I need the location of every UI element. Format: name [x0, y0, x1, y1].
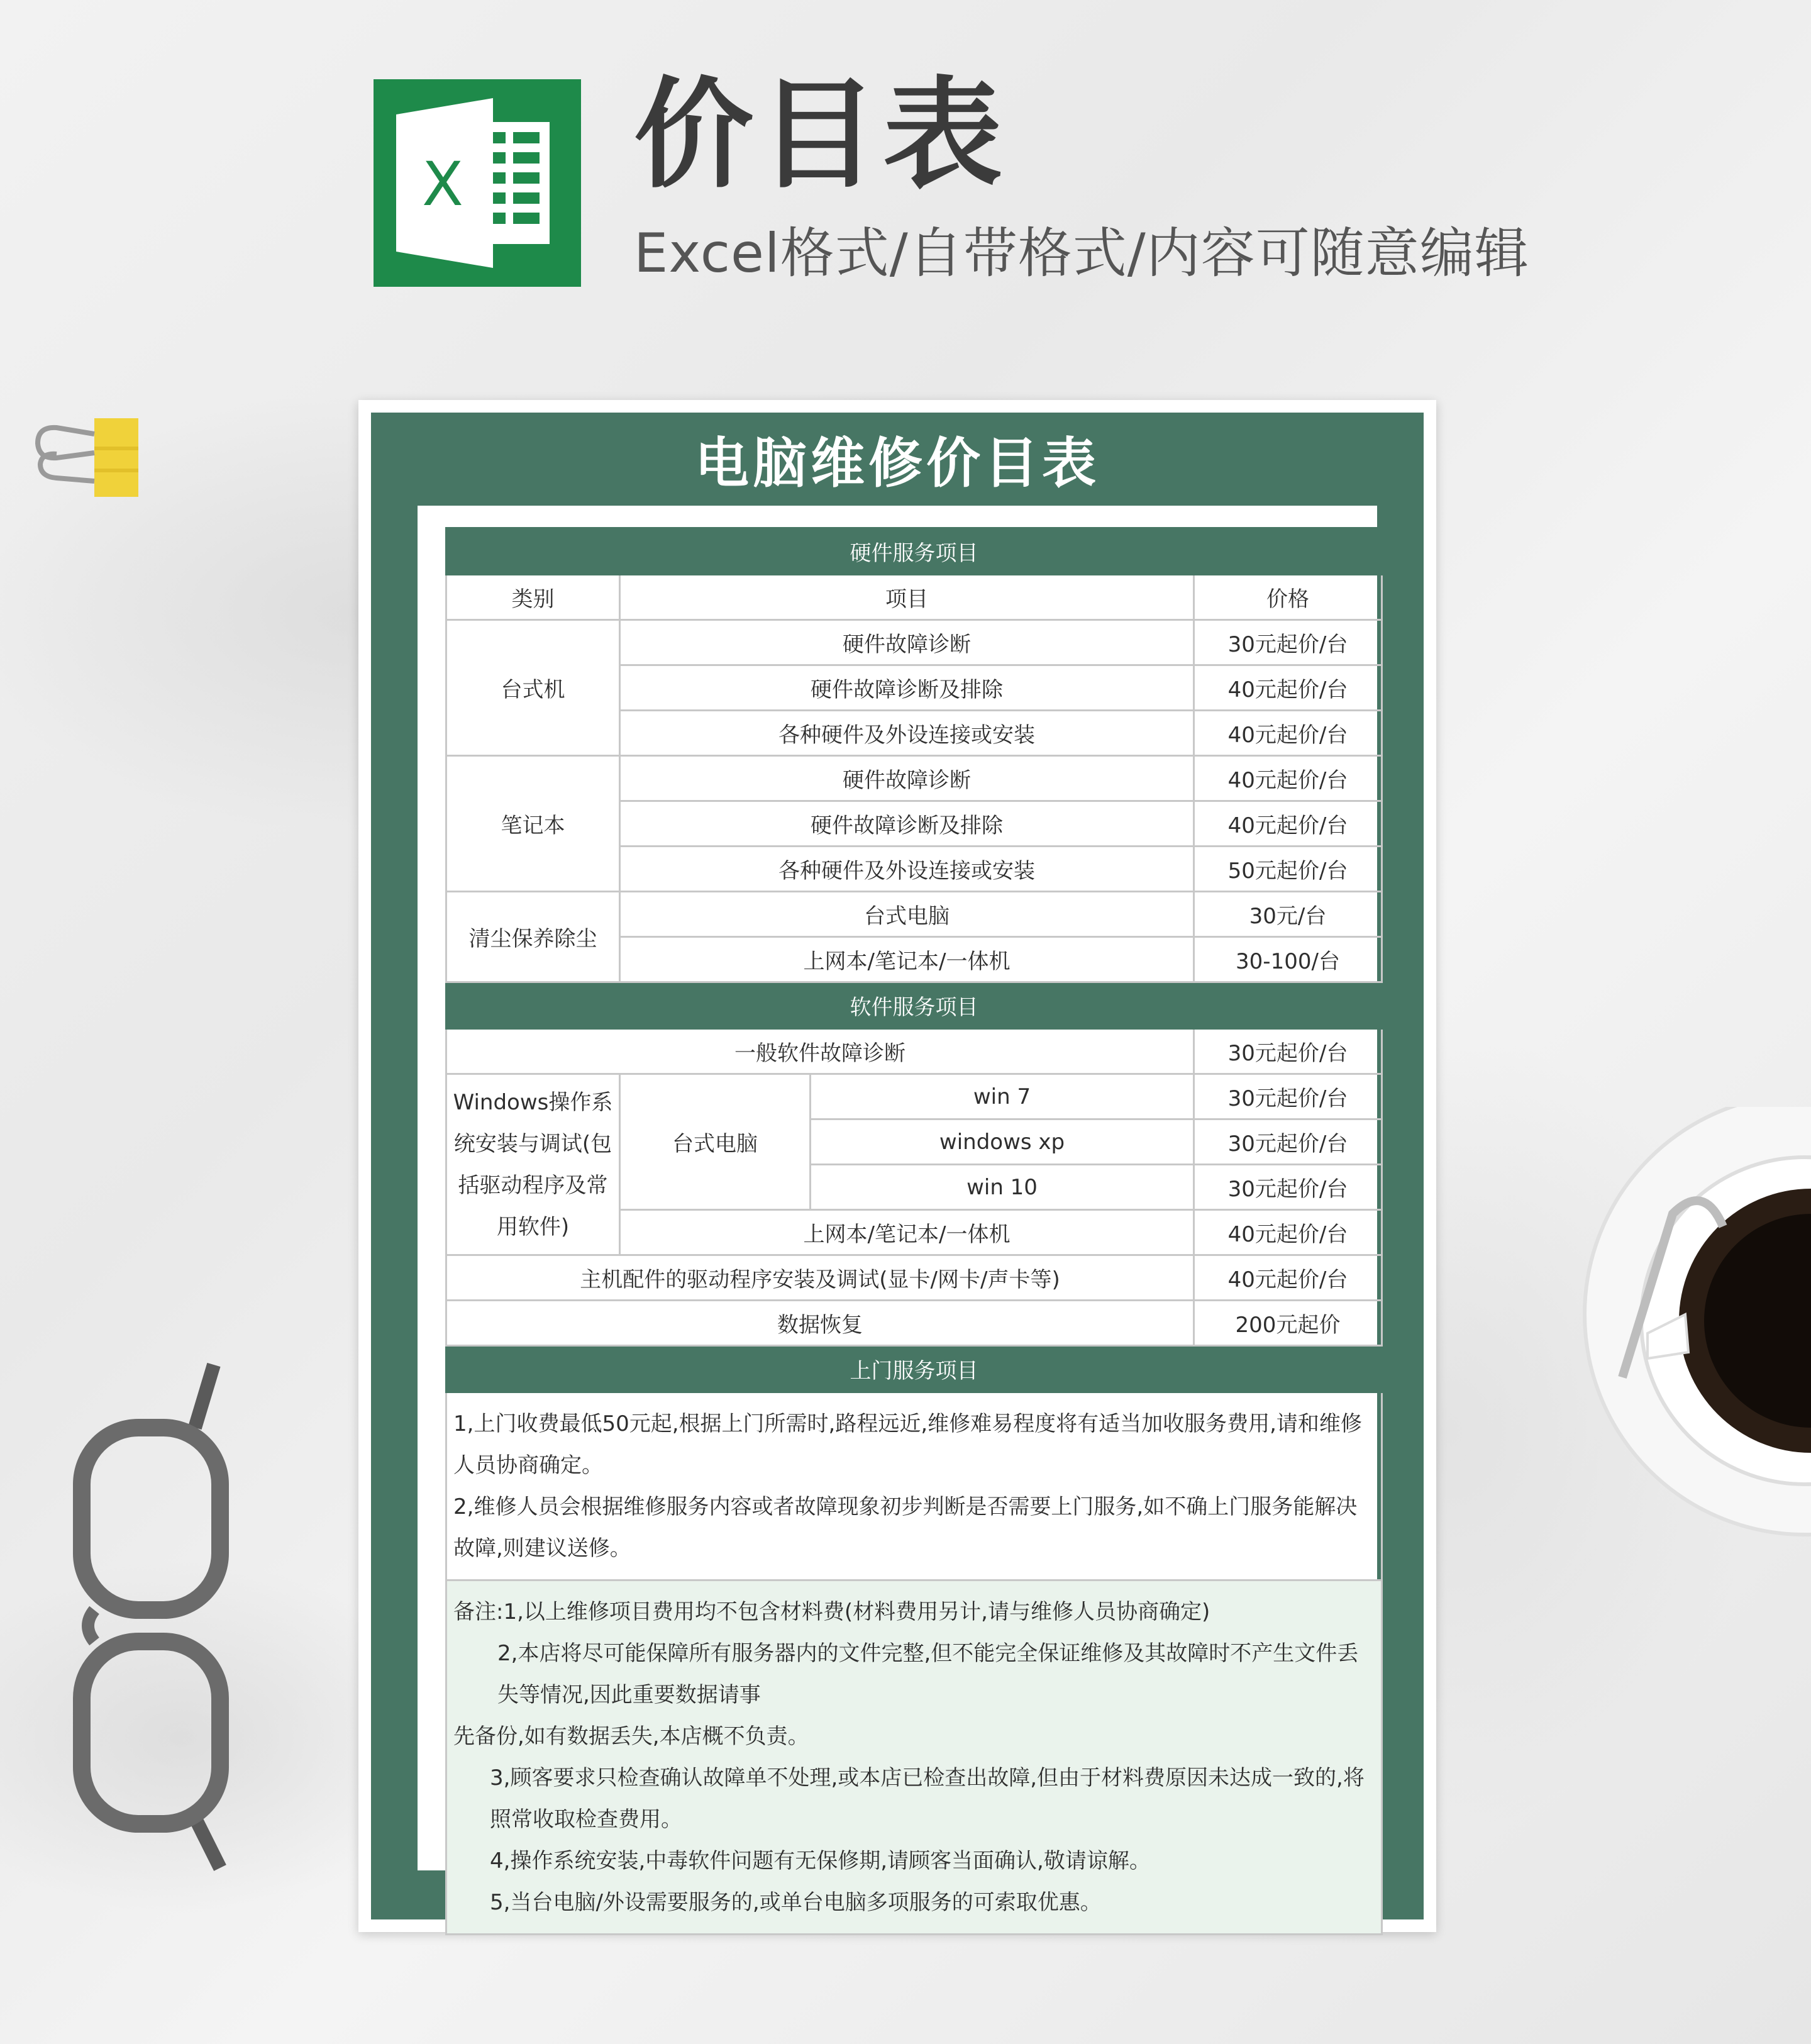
table-row [446, 1301, 1382, 1346]
coffee-cup-icon [1578, 1107, 1811, 1547]
page-subtitle: Excel格式/自带格式/内容可随意编辑 [634, 222, 1529, 285]
column-header-category: 类别 [446, 575, 620, 620]
sheet-frame [371, 413, 1424, 1919]
price-cell: 30元/台 [1194, 892, 1382, 937]
binder-clip-icon [31, 409, 145, 503]
table-row [446, 892, 1382, 937]
version-cell: win 10 [811, 1165, 1194, 1210]
price-cell: 30元起价/台 [1194, 1119, 1382, 1165]
sheet-body [418, 506, 1377, 1915]
item-cell: 硬件故障诊断 [620, 756, 1194, 801]
price-cell: 30元起价/台 [1194, 1029, 1382, 1074]
page-title: 价目表 [634, 65, 1008, 204]
remark-item: 先备份,如有数据丢失,本店概不负责。 [453, 1724, 809, 1749]
item-cell: 主机配件的驱动程序安装及调试(显卡/网卡/声卡等) [446, 1255, 1194, 1301]
price-cell: 30元起价/台 [1194, 1074, 1382, 1119]
price-cell: 200元起价 [1194, 1301, 1382, 1346]
price-cell: 40元起价/台 [1194, 1255, 1382, 1301]
table-row [446, 1074, 1382, 1119]
remark-item: 4,操作系统安装,中毒软件问题有无保修期,请顾客当面确认,敬请谅解。 [490, 1848, 1151, 1874]
category-cell: 笔记本 [446, 756, 620, 892]
item-cell: 台式电脑 [620, 892, 1194, 937]
table-row [446, 1392, 1382, 1580]
table-row [446, 1346, 1382, 1392]
price-cell: 40元起价/台 [1194, 1210, 1382, 1255]
remarks-block [446, 1580, 1382, 1935]
price-cell: 40元起价/台 [1194, 711, 1382, 756]
remark-item: 2,本店将尽可能保障所有服务器内的文件完整,但不能完全保证维修及其故障时不产生文件丢失等情况,因此重要数据请事 [497, 1641, 1359, 1708]
category-cell: Windows操作系统安装与调试(包括驱动程序及常用软件) [446, 1074, 620, 1255]
price-cell: 30元起价/台 [1194, 1165, 1382, 1210]
table-row [446, 982, 1382, 1029]
software-section-header: 软件服务项目 [446, 982, 1382, 1029]
table-row [446, 575, 1382, 620]
price-cell: 30元起价/台 [1194, 620, 1382, 665]
remark-item: 1,以上维修项目费用均不包含材料费(材料费用另计,请与维修人员协商确定) [503, 1599, 1210, 1625]
item-cell: 硬件故障诊断及排除 [620, 665, 1194, 711]
glasses-icon [69, 1352, 258, 1893]
onsite-section-header: 上门服务项目 [446, 1346, 1382, 1392]
excel-logo-icon [374, 79, 581, 287]
onsite-note: 1,上门收费最低50元起,根据上门所需时,路程远近,维修难易程度将有适当加收服务费用,请和维修人员协商确定。 [453, 1411, 1362, 1478]
table-row [446, 1255, 1382, 1301]
table-row [446, 620, 1382, 665]
price-cell: 40元起价/台 [1194, 756, 1382, 801]
subcategory-cell: 台式电脑 [620, 1074, 811, 1210]
remark-item: 3,顾客要求只检查确认故障单不处理,或本店已检查出故障,但由于材料费原因未达成一致的,将照常收取检查费用。 [490, 1765, 1365, 1832]
item-cell: 上网本/笔记本/一体机 [620, 937, 1194, 982]
item-cell: 数据恢复 [446, 1301, 1194, 1346]
category-cell: 清尘保养除尘 [446, 892, 620, 982]
item-cell: 各种硬件及外设连接或安装 [620, 847, 1194, 892]
price-cell: 40元起价/台 [1194, 665, 1382, 711]
remark-line [453, 1591, 1375, 1633]
remark-item: 5,当台电脑/外设需要服务的,或单台电脑多项服务的可索取优惠。 [490, 1890, 1102, 1915]
item-cell: 硬件故障诊断及排除 [620, 801, 1194, 847]
version-cell: windows xp [811, 1119, 1194, 1165]
price-sheet [358, 400, 1436, 1932]
item-cell: 一般软件故障诊断 [446, 1029, 1194, 1074]
table-row [446, 1580, 1382, 1935]
onsite-notes [446, 1392, 1382, 1580]
table-row [446, 528, 1382, 575]
item-cell: 硬件故障诊断 [620, 620, 1194, 665]
price-cell: 40元起价/台 [1194, 801, 1382, 847]
price-table [445, 527, 1383, 1935]
table-row [446, 756, 1382, 801]
version-cell: win 7 [811, 1074, 1194, 1119]
onsite-note: 2,维修人员会根据维修服务内容或者故障现象初步判断是否需要上门服务,如不确上门服务能解决故障,则建议送修。 [453, 1494, 1358, 1561]
price-cell: 30-100/台 [1194, 937, 1382, 982]
item-cell: 各种硬件及外设连接或安装 [620, 711, 1194, 756]
category-cell: 台式机 [446, 620, 620, 756]
price-cell: 50元起价/台 [1194, 847, 1382, 892]
column-header-price: 价格 [1194, 575, 1382, 620]
sheet-title: 电脑维修价目表 [695, 432, 1100, 495]
table-row [446, 1029, 1382, 1074]
hardware-section-header: 硬件服务项目 [446, 528, 1382, 575]
item-cell: 上网本/笔记本/一体机 [620, 1210, 1194, 1255]
remarks-label: 备注: [453, 1599, 504, 1625]
excel-logo-letter: X [422, 149, 463, 219]
column-header-item: 项目 [620, 575, 1194, 620]
